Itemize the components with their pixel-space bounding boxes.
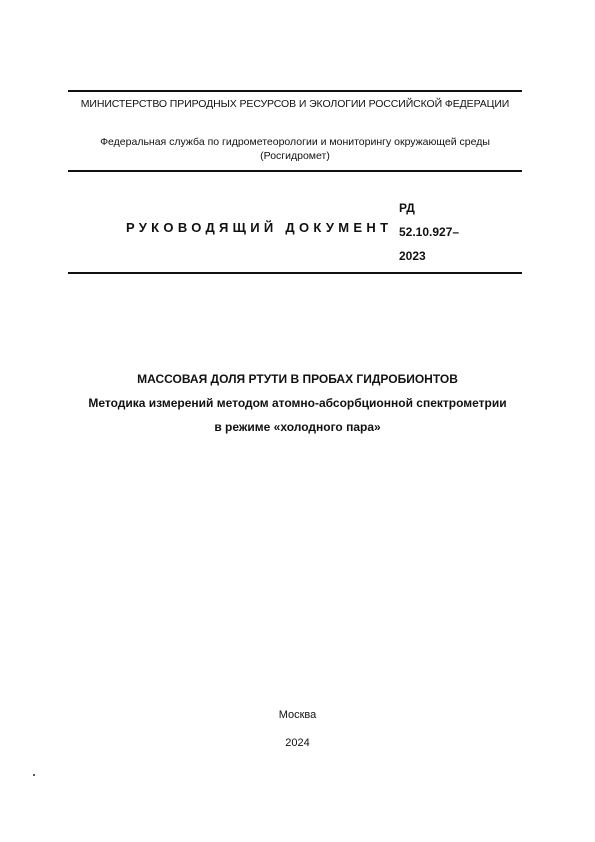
document-code-prefix: РД [399,201,415,215]
bottom-rule [68,272,522,274]
scan-speck [33,774,35,776]
publication-city: Москва [278,709,317,721]
publication-year: 2024 [285,737,310,749]
service-abbreviation: (Росгидромет) [260,150,330,162]
document-title [40,367,555,439]
service-block [68,135,522,163]
title-line-1: МАССОВАЯ ДОЛЯ РТУТИ В ПРОБАХ ГИДРОБИОНТОВ [137,372,458,386]
document-code-year: 2023 [399,249,426,263]
service-name: Федеральная служба по гидрометеорологии и мониторингу окружающей среды [100,136,490,148]
document-code [399,196,459,268]
title-line-3: в режиме «холодного пара» [214,420,381,434]
document-code-number: 52.10.927– [399,225,460,239]
middle-rule [68,170,522,172]
title-line-2: Методика измерений методом атомно-абсорбционной спектрометрии [88,396,507,410]
top-rule [68,90,522,92]
document-type: РУКОВОДЯЩИЙ ДОКУМЕНТ [126,220,393,235]
ministry-name: МИНИСТЕРСТВО ПРИРОДНЫХ РЕСУРСОВ И ЭКОЛОГИИ РОССИЙСКОЙ ФЕДЕРАЦИИ [80,98,510,110]
